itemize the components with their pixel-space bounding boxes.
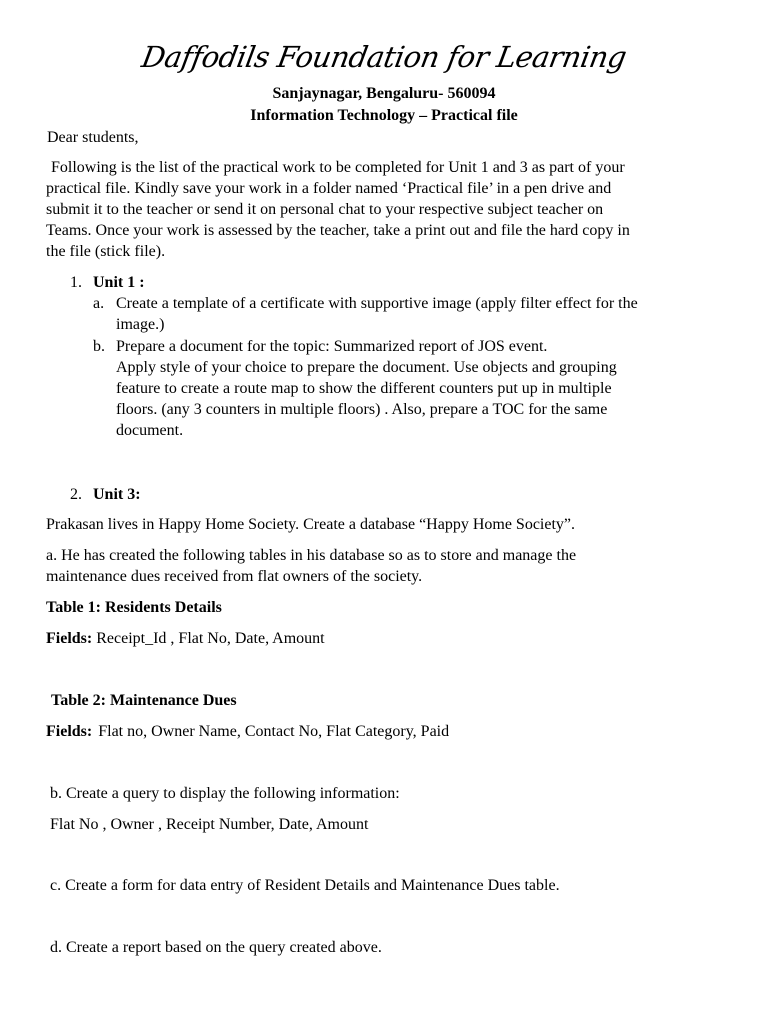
unit1-item-a-line: Create a template of a certificate with supportive image (apply filter effect for the: [116, 295, 638, 312]
unit3-heading: Unit 3:: [93, 486, 141, 503]
table2-fields-list: Flat no, Owner Name, Contact No, Flat Category, Paid: [98, 723, 450, 740]
unit1-item-b-marker: b.: [93, 338, 105, 355]
unit1-item-a-line: image.): [116, 316, 165, 333]
table2-fields: [46, 721, 449, 742]
intro-line: practical file. Kindly save your work in a folder named ‘Practical file’ in a pen drive and: [46, 180, 612, 197]
table2-title: Table 2: Maintenance Dues: [51, 692, 237, 709]
unit1-item-b-line: feature to create a route map to show the different counters put up in multiple: [116, 380, 612, 397]
intro-line: the file (stick file).: [46, 243, 166, 260]
table1-title: Table 1: Residents Details: [46, 599, 222, 616]
table1-fields: [46, 628, 325, 649]
part-c: c. Create a form for data entry of Resident Details and Maintenance Dues table.: [50, 877, 560, 894]
unit1-heading: Unit 1 :: [93, 274, 145, 291]
intro-line: Teams. Once your work is assessed by the teacher, take a print out and file the hard copy in: [46, 222, 630, 239]
unit1-item-b-line: Prepare a document for the topic: Summarized report of JOS event.: [116, 338, 548, 355]
table1-fields-list: Receipt_Id , Flat No, Date, Amount: [96, 630, 325, 647]
table1-fields-label: Fields:: [46, 630, 93, 647]
document-subtitle: Information Technology – Practical file: [250, 107, 518, 124]
unit3-number: 2.: [70, 486, 82, 503]
unit1-item-b-line: floors. (any 3 counters in multiple floors) . Also, prepare a TOC for the same: [116, 401, 608, 418]
intro-line: submit it to the teacher or send it on personal chat to your respective subject teacher on: [46, 201, 604, 218]
unit1-item-b-line: Apply style of your choice to prepare the document. Use objects and grouping: [116, 359, 617, 376]
part-a-line: maintenance dues received from flat owners of the society.: [46, 568, 423, 585]
unit3-intro: Prakasan lives in Happy Home Society. Create a database “Happy Home Society”.: [46, 516, 576, 533]
intro-line: Following is the list of the practical work to be completed for Unit 1 and 3 as part of your: [51, 159, 625, 176]
school-address: Sanjaynagar, Bengaluru- 560094: [272, 85, 496, 102]
part-d: d. Create a report based on the query created above.: [50, 939, 382, 956]
school-name: Daffodils Foundation for Learning: [139, 40, 629, 74]
greeting: Dear students,: [47, 129, 139, 146]
part-b-fields: Flat No , Owner , Receipt Number, Date, Amount: [50, 816, 369, 833]
part-a-line: a. He has created the following tables in his database so as to store and manage the: [46, 547, 577, 564]
table2-fields-label: Fields:: [46, 723, 93, 740]
unit1-item-a-marker: a.: [93, 295, 105, 312]
unit1-number: 1.: [70, 274, 82, 291]
unit1-item-b-line: document.: [116, 422, 184, 439]
part-b: b. Create a query to display the following information:: [50, 785, 400, 802]
